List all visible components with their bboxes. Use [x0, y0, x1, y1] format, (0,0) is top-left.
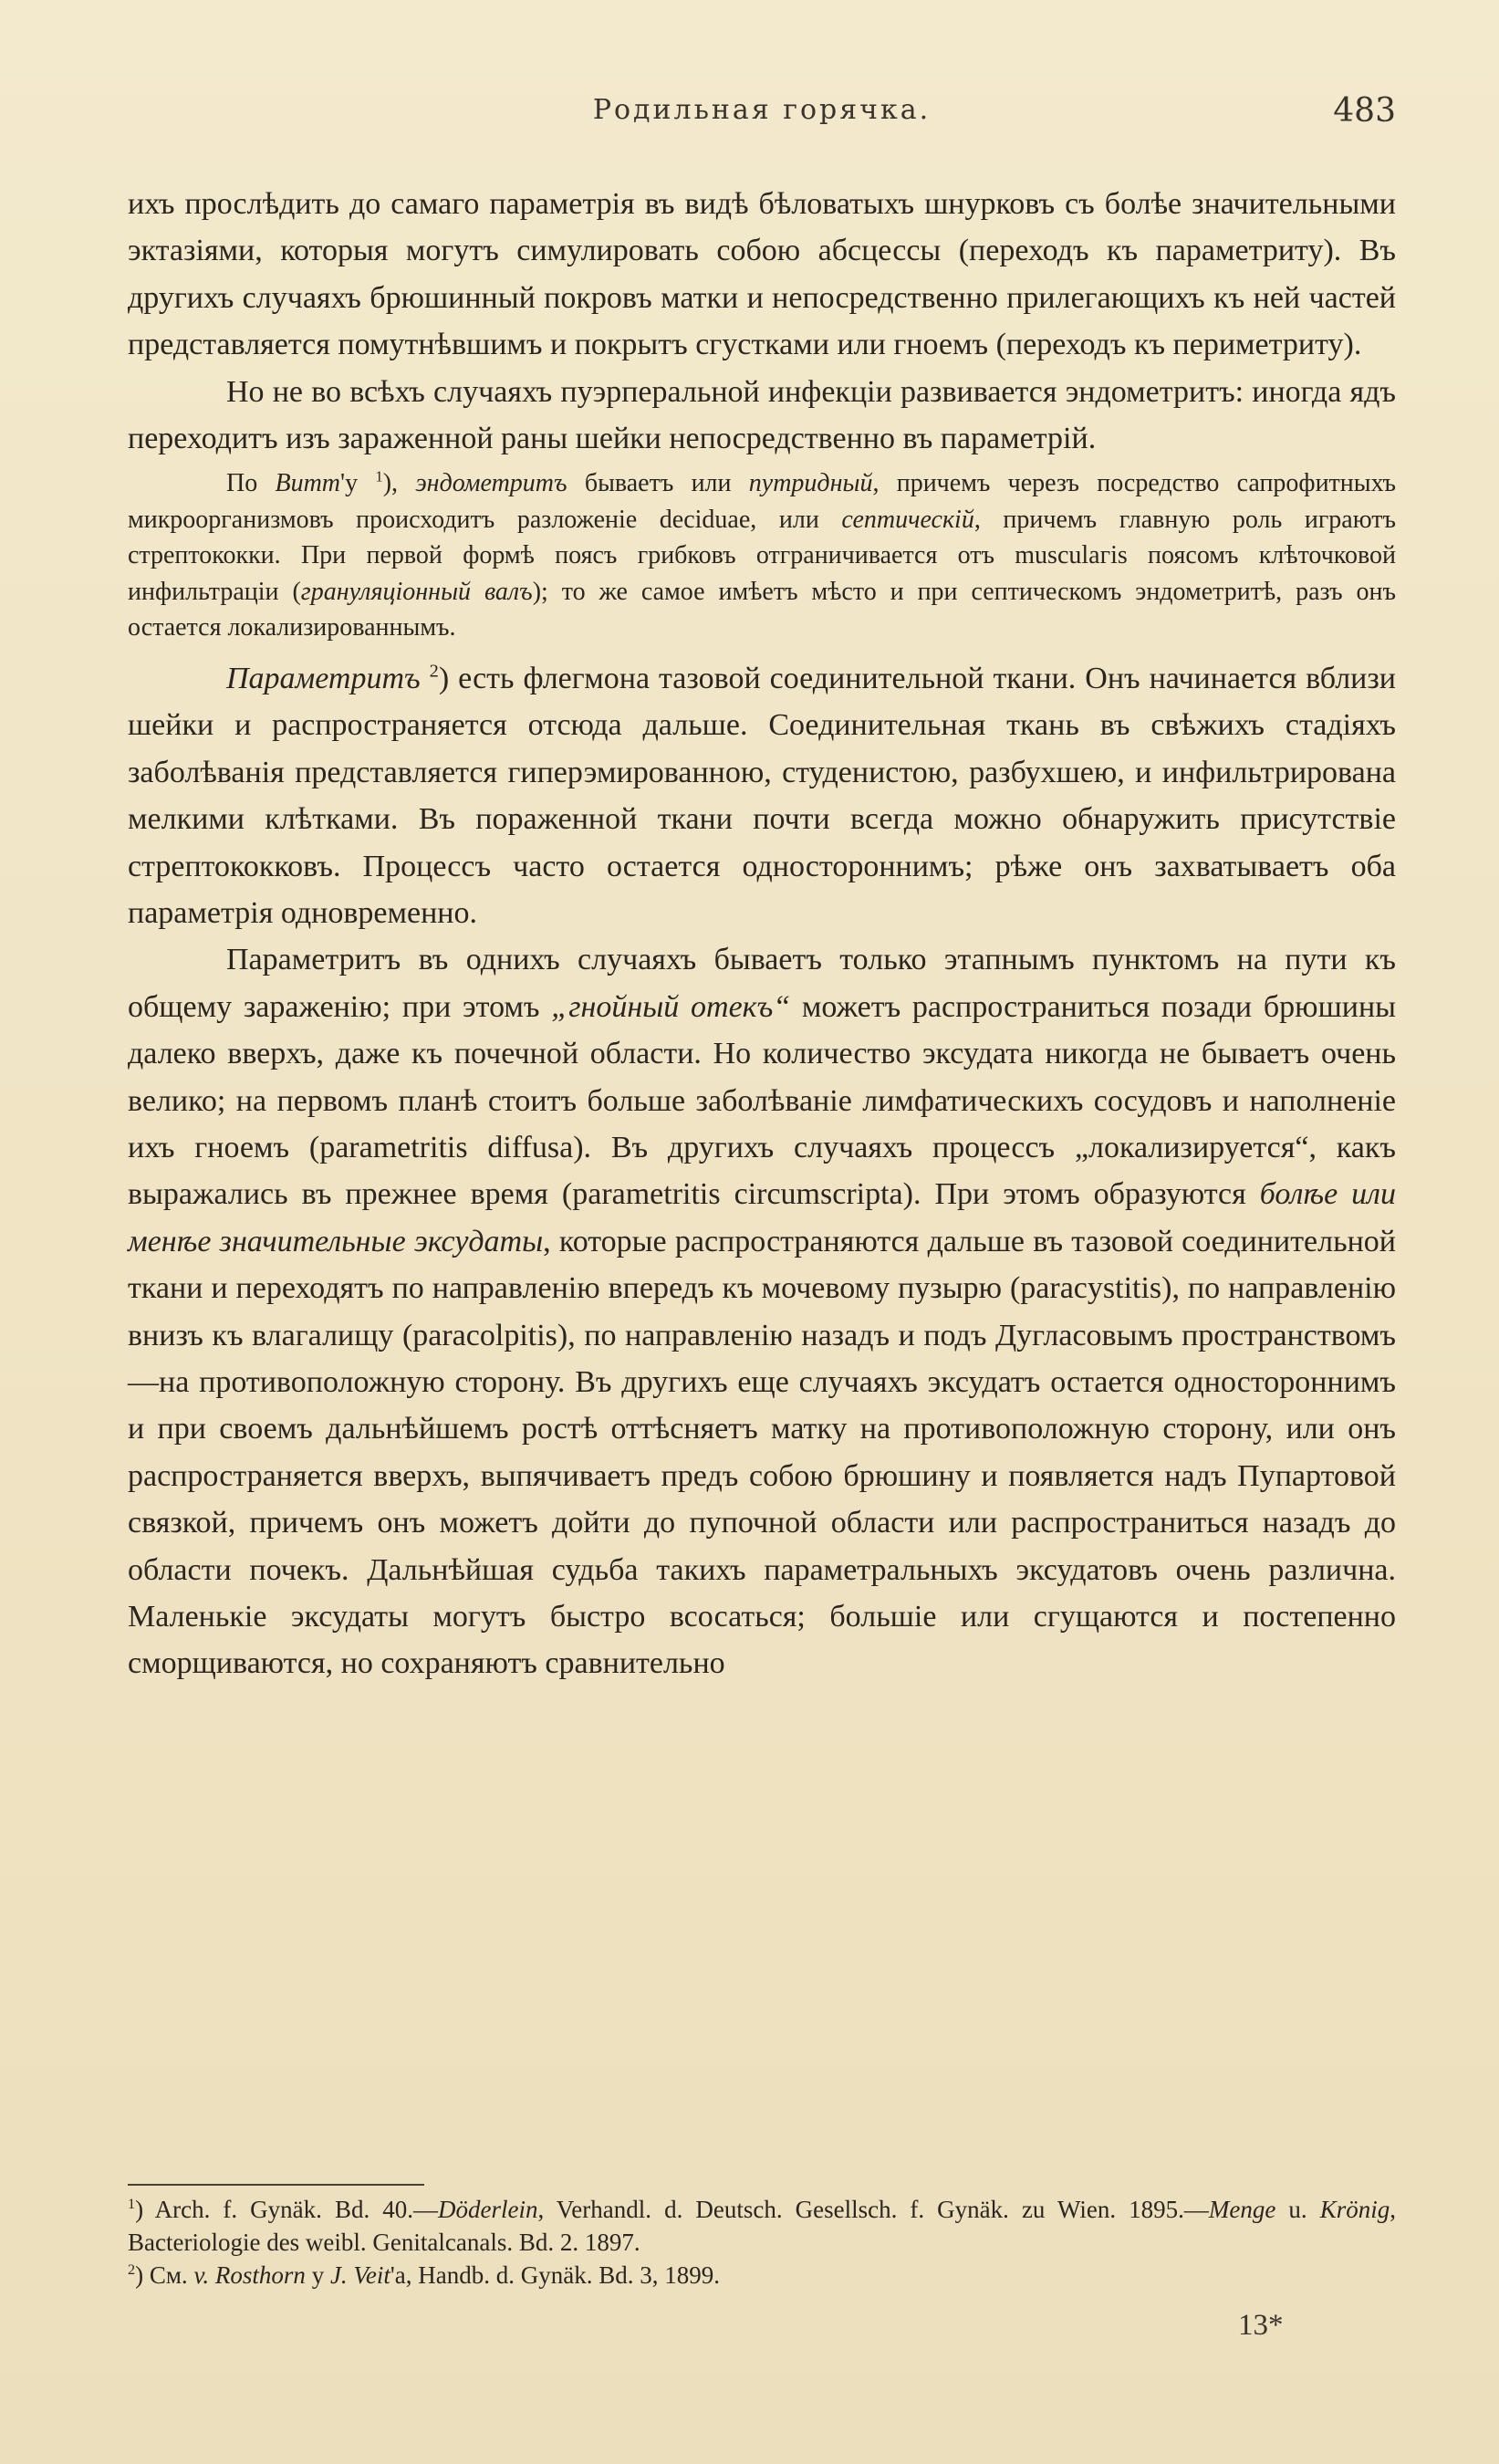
text-segment: Параметритъ въ однихъ случаяхъ бываетъ только этапнымъ пунктомъ на пути къ общему зараженію; при этомъ — [128, 943, 1396, 1024]
emphasized-term: „гнойный отекъ“ — [551, 989, 791, 1024]
emphasized-term: путридный — [748, 469, 873, 498]
footnote-divider — [128, 2184, 424, 2186]
paragraph-parametritis-course — [128, 936, 1396, 1687]
emphasized-term: Параметритъ — [226, 661, 421, 695]
text-segment: ) есть флегмона тазовой соединительной ткани. Онъ начинается вблизи шейки и распространяется отсюда дальше. Соединительная ткань въ свѣжихъ стадіяхъ заболѣванія представляется гиперэмированною, студенистою, разбухшею, и инфильтрирована мелкими клѣтками. Въ пораженной ткани почти всегда можно обнаружить присутствіе стрептококковъ. Процессъ часто остается одностороннимъ; рѣже онъ захватываетъ оба параметрія одновременно. — [128, 661, 1396, 930]
emphasized-term: грануляціонный валъ — [300, 577, 533, 606]
paragraph-parametritis — [128, 655, 1396, 936]
author-name: J. Veit — [329, 2261, 390, 2289]
text-segment: можетъ распространиться позади брюшины далеко вверхъ, даже къ почечной области. Но количество эксудата никогда не бываетъ очень велико; на первомъ планѣ стоитъ больше заболѣваніе лимфатическихъ сосудовъ и наполненіе ихъ гноемъ (parametritis diffusa). Въ другихъ случаяхъ процессъ „локализируется“, какъ выражались въ прежнее время (parametritis circumscripta). При этомъ образуются — [128, 989, 1396, 1212]
author-name: v. Rosthorn — [193, 2261, 306, 2289]
text-segment: 'у — [340, 469, 359, 498]
footnote-mark: 2 — [128, 2261, 136, 2278]
body-text — [128, 181, 1396, 1687]
text-segment: u. — [1275, 2196, 1320, 2223]
footnote-ref: 2 — [429, 661, 439, 682]
author-name: Döderlein — [438, 2196, 538, 2223]
emphasized-term: болѣе или менѣе значительные эксудаты — [128, 1177, 1396, 1258]
emphasized-term: септическій — [841, 505, 974, 534]
text-segment: , Verhandl. d. Deutsch. Gesellsch. f. Gynäk. zu Wien. 1895.— — [537, 2196, 1209, 2223]
author-name: Витт — [275, 469, 341, 498]
author-name: Menge — [1208, 2196, 1276, 2223]
author-name: Krönig — [1319, 2196, 1390, 2223]
running-title: Родильная горячка. — [592, 94, 932, 126]
page-header — [128, 94, 1396, 140]
text-segment: ) Arch. f. Gynäk. Bd. 40.— — [135, 2196, 439, 2223]
text-segment: , которые распространяются дальше въ тазовой соединительной ткани и переходятъ по направленію впередъ къ мочевому пузырю (paracystitis), по направленію внизъ къ влагалищу (paracolpitis), по направленію назадъ и подъ Дугласовымъ пространствомъ—на противоположную сторону. Въ другихъ еще случаяхъ эксудатъ остается одностороннимъ и при своемъ дальнѣйшемъ ростѣ оттѣсняетъ матку на противоположную сторону, или онъ распространяется вверхъ, выпячиваетъ предъ собою брюшину и появляется надъ Пупартовой связкой, причемъ онъ можетъ дойти до пупочной области или распространиться назадъ до области почекъ. Дальнѣйшая судьба такихъ параметральныхъ эксудатовъ очень различна. Маленькіе эксудаты могутъ быстро всосаться; большіе или сгущаются и постепенно сморщиваются, но сохраняютъ сравнительно — [128, 1224, 1397, 1681]
text-segment: , причемъ черезъ посредство сапрофитныхъ микроорганизмовъ происходитъ разложеніе deciduae, или — [128, 469, 1396, 534]
paragraph-endometritis: Но не во всѣхъ случаяхъ пуэрперальной инфекціи развивается эндометритъ: иногда ядъ переходитъ изъ зараженной раны шейки непосредственно въ параметрій. — [128, 374, 1396, 456]
paragraph-continuation: ихъ прослѣдить до самаго параметрія въ видѣ бѣловатыхъ шнурковъ съ болѣе значительными эктазіями, которыя могутъ симулировать собою абсцессы (переходъ къ параметриту). Въ другихъ случаяхъ брюшинный покровъ матки и непосредственно прилегающихъ къ ней частей представляется помутнѣвшимъ и покрытъ сгустками или гноемъ (переходъ къ периметриту). — [128, 187, 1396, 362]
footnotes — [128, 2184, 1396, 2292]
text-segment: По — [226, 469, 276, 498]
footnote-ref: 1 — [375, 468, 383, 486]
text-segment: , Bacteriologie des weibl. Genitalcanals. Bd. 2. 1897. — [128, 2196, 1397, 2256]
footnote-mark: 1 — [128, 2196, 136, 2212]
text-segment: ) См. — [135, 2261, 194, 2289]
text-segment: ), — [382, 469, 416, 498]
text-segment: ); то же самое имѣетъ мѣсто и при септическомъ эндометритѣ, разъ онъ остается локализированнымъ. — [128, 577, 1396, 642]
text-segment: 'а, Handb. d. Gynäk. Bd. 3, 1899. — [390, 2261, 720, 2289]
signature-mark: 13* — [1238, 2309, 1284, 2342]
emphasized-term: эндометритъ — [415, 469, 567, 498]
text-segment: , причемъ главную роль играютъ стрептококки. При первой формѣ поясъ грибковъ отграничивается отъ musculaгis поясомъ клѣточковой инфильтраціи ( — [128, 505, 1396, 606]
text-segment: бываетъ или — [567, 469, 749, 498]
text-segment: у — [305, 2261, 330, 2289]
paragraph-witt-classification — [128, 465, 1396, 646]
footnote-2 — [128, 2259, 1396, 2292]
page-number: 483 — [1333, 92, 1396, 130]
footnote-1 — [128, 2193, 1396, 2259]
